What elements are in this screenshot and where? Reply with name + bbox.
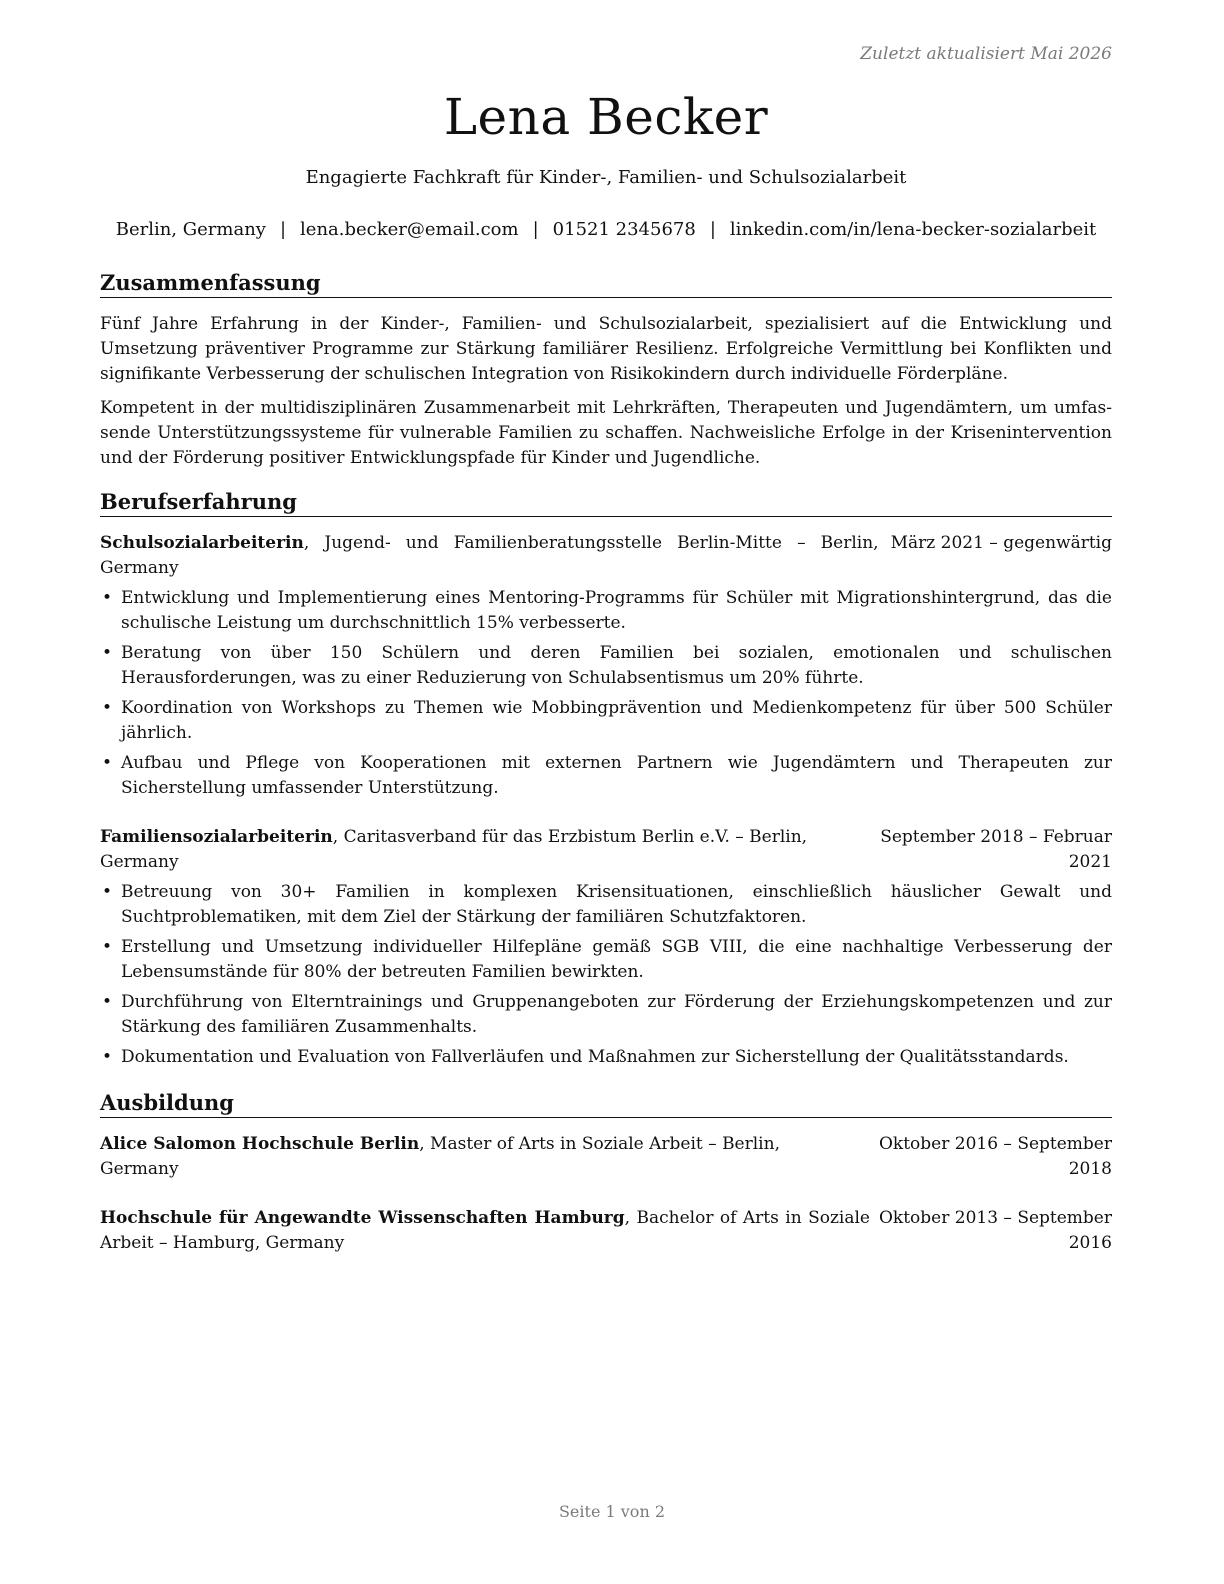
summary-paragraph: Fünf Jahre Erfahrung in der Kinder-, Familien- und Schulsozialarbeit, spezialisiert auf die Entwicklung und Umsetzung präventiver Programme zur Stärkung familiärer Resilienz. Erfolgreiche Vermittlung bei Konflikten und signifikante Verbesserung der schulischen Integration von Risikokindern durch individuelle Förderpläne. xyxy=(100,314,1112,384)
education-entry xyxy=(100,1206,1112,1256)
contact-separator: | xyxy=(532,219,539,240)
list-item: • Durchführung von Elterntrainings und Gruppenangeboten zur Förderung der Erziehungskompetenzen und zur Stärkung des familiären Zusammenhalts. xyxy=(100,990,1112,1040)
job-bullets xyxy=(100,880,1112,1070)
list-item: • Betreuung von 30+ Familien in komplexen Krisensituationen, einschließlich häuslicher Gewalt und Suchtproblematiken, mit dem Ziel der Stärkung der familiären Schutzfaktoren. xyxy=(100,880,1112,930)
job-role: Familiensozialarbeiterin xyxy=(100,827,333,847)
list-item: • Entwicklung und Implementierung eines Mentoring-Programms für Schüler mit Migrationshintergrund, das die schulische Leistung um durchschnittlich 15% verbesserte. xyxy=(100,586,1112,636)
list-item: • Beratung von über 150 Schülern und deren Familien bei sozialen, emotionalen und schulischen Herausforderungen, was zu einer Reduzierung von Schulabsentismus um 20% führte. xyxy=(100,641,1112,691)
section-title-summary: Zusammenfassung xyxy=(100,270,1112,298)
section-title-education: Ausbildung xyxy=(100,1090,1112,1118)
job-dates: September 2018 – Februar 2021 xyxy=(880,827,1112,872)
contact-separator: | xyxy=(279,219,287,240)
contact-linkedin[interactable]: linkedin.com/in/lena-becker-sozialarbeit xyxy=(729,219,1097,240)
contact-email[interactable]: lena.becker@email.com xyxy=(300,219,519,240)
experience-section xyxy=(100,489,1112,1070)
contact-location: Berlin, Germany xyxy=(115,219,266,240)
job-entry xyxy=(100,825,1112,1070)
tagline: Engagierte Fachkraft für Kinder-, Familien- und Schulsozialarbeit xyxy=(305,167,907,188)
education-school: Hochschule für Angewandte Wissenschaften Hamburg xyxy=(100,1208,625,1228)
last-updated: Zuletzt aktualisiert Mai 2026 xyxy=(860,44,1112,64)
list-item: • Dokumentation und Evaluation von Fallverläufen und Maßnahmen zur Sicherstellung der Qualitätsstandards. xyxy=(100,1045,1112,1070)
education-school: Alice Salomon Hochschule Berlin xyxy=(100,1134,420,1154)
summary-section xyxy=(100,270,1112,471)
list-item: • Koordination von Workshops zu Themen wie Mobbingprävention und Medienkompetenz für über 500 Schüler jährlich. xyxy=(100,696,1112,746)
contact-line xyxy=(100,219,1112,240)
education-entry xyxy=(100,1132,1112,1182)
job-dates: März 2021 – gegenwärtig xyxy=(890,533,1112,553)
job-bullets xyxy=(100,586,1112,801)
education-degree: , Bachelor of Arts in Soziale Arbeit – Hamburg, Germany xyxy=(100,1208,870,1253)
job-header xyxy=(100,531,1112,581)
list-item: • Aufbau und Pflege von Kooperationen mit externen Partnern wie Jugendämtern und Therapeuten zur Sicherstellung umfassender Unterstützung. xyxy=(100,751,1112,801)
job-role: Schulsozialarbeiterin xyxy=(100,533,304,553)
job-header xyxy=(100,825,1112,875)
list-item: • Erstellung und Umsetzung individueller Hilfepläne gemäß SGB VIII, die eine nachhaltige Verbesserung der Lebensumstände für 80% der betreuten Familien bewirkten. xyxy=(100,935,1112,985)
job-entry xyxy=(100,531,1112,801)
summary-paragraph: Kompetent in der multidisziplinären Zusammenarbeit mit Lehrkräften, Therapeuten und Jugendämtern, um umfassende Unterstützungssysteme für vulnerable Familien zu schaffen. Nachweisliche Erfolge in der Krisenintervention und der Förderung positiver Entwicklungspfade für Kinder und Jugendliche. xyxy=(100,398,1112,468)
section-title-experience: Berufserfahrung xyxy=(100,489,1112,517)
person-name: Lena Becker xyxy=(443,88,769,146)
contact-separator: | xyxy=(709,219,716,240)
education-dates: Oktober 2016 – September 2018 xyxy=(878,1134,1112,1179)
contact-phone: 01521 2345678 xyxy=(552,219,696,240)
job-organization: , Jugend- und Familienberatungsstelle Berlin-Mitte – Berlin, Germany xyxy=(100,533,879,578)
job-organization: , Caritasverband für das Erzbistum Berlin e.V. – Berlin, Germany xyxy=(100,827,808,872)
education-section xyxy=(100,1090,1112,1256)
education-degree: , Master of Arts in Soziale Arbeit – Berlin, Germany xyxy=(100,1134,780,1179)
education-dates: Oktober 2013 – September 2016 xyxy=(878,1208,1112,1253)
page-number: Seite 1 von 2 xyxy=(558,1502,666,1521)
